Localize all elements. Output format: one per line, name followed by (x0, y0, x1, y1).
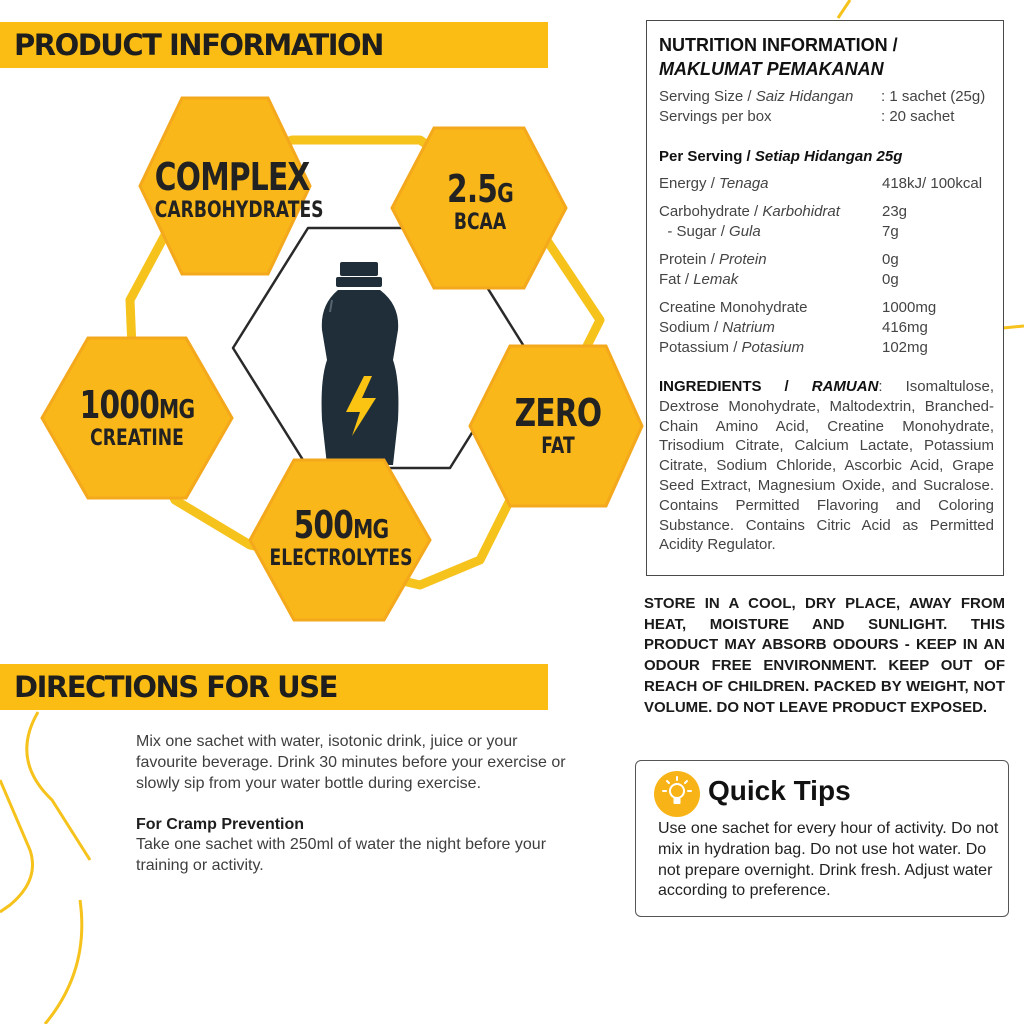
feature-electrolytes-label (267, 503, 415, 571)
cramp-text: Take one sachet with 250ml of water the night before your training or activity. (136, 836, 547, 874)
feature-sub: CARBOHYDRATES (154, 198, 324, 223)
nutrient-value: 23g (882, 203, 908, 220)
feature-sub: ELECTROLYTES (269, 546, 413, 571)
nutrition-panel (646, 20, 1004, 576)
nutrient-label: Energy / Tenaga (659, 175, 769, 192)
nutrient-value: 0g (882, 251, 899, 268)
per-serving-heading: Per Serving / Setiap Hidangan 25g (659, 148, 903, 165)
directions-banner (0, 664, 548, 710)
feature-sub: CREATINE (90, 426, 184, 451)
feature-bcaa-label (410, 167, 550, 235)
feature-fat-label (488, 391, 628, 459)
feature-unit: G (497, 179, 514, 209)
feature-main: ZERO (514, 391, 602, 435)
product-info-heading: PRODUCT INFORMATION (14, 28, 383, 62)
serving-size-label: Serving Size / Saiz Hidangan (659, 88, 854, 105)
servings-per-box-value: : 20 sachet (881, 108, 955, 125)
feature-creatine-label (63, 383, 211, 451)
feature-sub: FAT (541, 434, 575, 459)
quick-tips-text: Use one sachet for every hour of activity. Do not mix in hydration bag. Do not use hot water. Do not prepare overnight. Drink fresh. Adjust water according to preference. (658, 820, 999, 900)
feature-main: 500 (293, 503, 354, 547)
storage-warning: STORE IN A COOL, DRY PLACE, AWAY FROM HEAT, MOISTURE AND SUNLIGHT. THIS PRODUCT MAY ABSORB ODOURS - KEEP IN AN ODOUR FREE ENVIRONMENT. KEEP OUT OF REACH OF CHILDREN. PACKED BY WEIGHT, NOT VOLUME. DO NOT LEAVE PRODUCT EXPOSED. (644, 595, 1005, 716)
directions-text: Mix one sachet with water, isotonic drink, juice or your favourite beverage. Drink 30 minutes before your exercise or slowly sip from your water bottle during exercise. (136, 733, 566, 792)
nutrient-value: 1000mg (882, 299, 937, 316)
nutrient-value: 7g (882, 223, 899, 240)
nutrient-value: 418kJ/ 100kcal (882, 175, 983, 192)
cramp-title: For Cramp Prevention (136, 816, 305, 833)
nutrient-label: Sodium / Natrium (659, 319, 775, 336)
nutrition-title-en: NUTRITION INFORMATION / (659, 35, 898, 55)
feature-main: 1000 (79, 383, 160, 427)
nutrient-label: Potassium / Potasium (659, 339, 805, 356)
nutrient-value: 416mg (882, 319, 928, 336)
directions-heading: DIRECTIONS FOR USE (14, 670, 337, 704)
feature-complex-label (154, 155, 324, 223)
quick-tips-title: Quick Tips (708, 775, 851, 806)
nutrient-label: Fat / Lemak (659, 271, 739, 288)
nutrient-label: Creatine Monohydrate (659, 299, 808, 316)
feature-main: COMPLEX (154, 155, 310, 199)
serving-size-value: : 1 sachet (25g) (881, 88, 986, 105)
quick-tips-box (635, 760, 1009, 917)
feature-sub: BCAA (453, 210, 507, 235)
nutrient-value: 102mg (882, 339, 928, 356)
nutrition-title-ms: MAKLUMAT PEMAKANAN (659, 59, 884, 79)
feature-main: 2.5 (446, 167, 498, 211)
servings-per-box-label: Servings per box (659, 108, 772, 125)
nutrient-label: - Sugar / Gula (659, 223, 761, 240)
feature-unit: MG (353, 515, 389, 545)
nutrient-label: Carbohydrate / Karbohidrat (659, 203, 840, 220)
nutrition-title (659, 33, 898, 81)
ingredients-text: INGREDIENTS / RAMUAN: Isomaltulose, Dextrose Monohydrate, Maltodextrin, Branched-Chain Amino Acid, Creatine Monohydrate, Trisodium Citrate, Calcium Lactate, Potassium Citrate, Sodium Chloride, Ascorbic Acid, Grape Seed Extract, Magnesium Oxide, and Sucralose. Contains Permitted Flavoring and Coloring Substance. Contains Citric Acid as Permitted Acidity Regulator. (659, 378, 994, 554)
lightbulb-icon (654, 771, 700, 817)
feature-unit: MG (159, 395, 195, 425)
nutrient-value: 0g (882, 271, 899, 288)
nutrient-label: Protein / Protein (659, 251, 767, 268)
